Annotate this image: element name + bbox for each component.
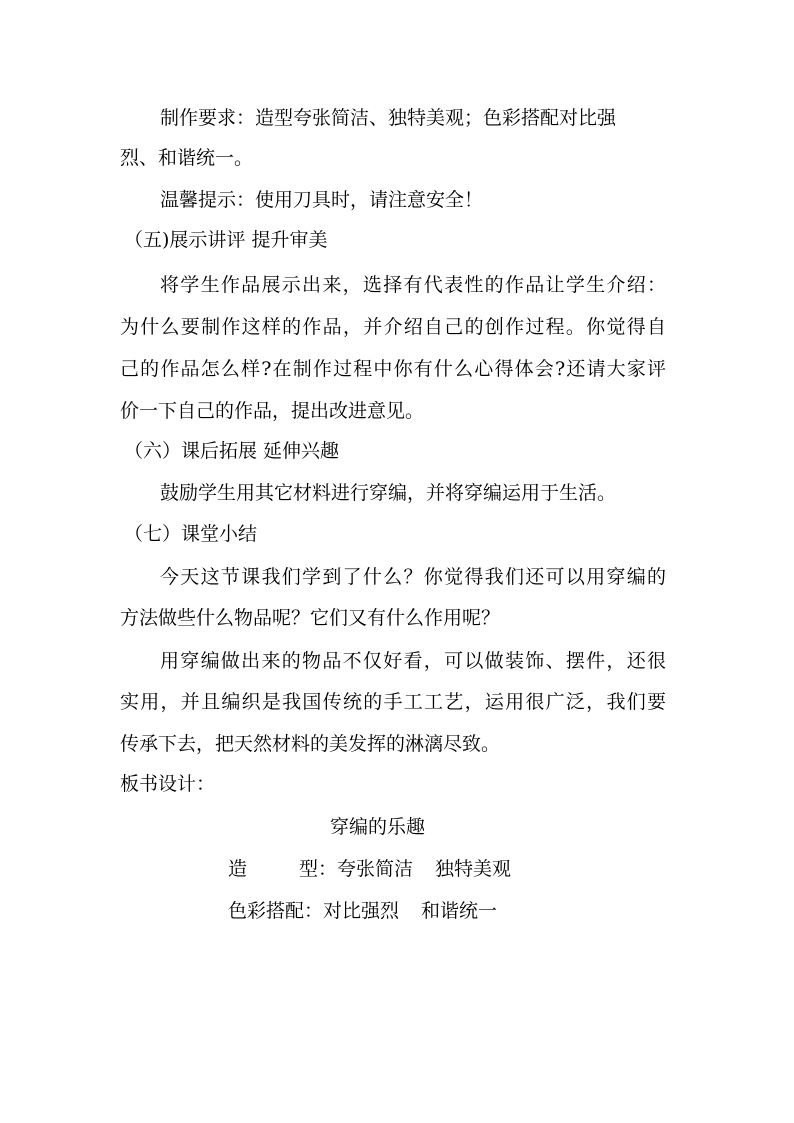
board-design-label: 板书设计：: [120, 773, 216, 795]
requirements-line-2: 烈、和谐统一。: [120, 147, 254, 169]
section-six-paragraph: 鼓励学生用其它材料进行穿编，并将穿编运用于生活。: [160, 482, 617, 504]
section-five-paragraph-line-2: 为什么要制作这样的作品，并介绍自己的创作过程。你觉得自: [120, 316, 666, 338]
section-seven-paragraph-2-line-2: 实用，并且编织是我国传统的手工工艺，运用很广泛，我们要: [120, 691, 666, 713]
section-five-paragraph-line-4: 价一下自己的作品，提出改进意见。: [120, 400, 425, 422]
section-seven-paragraph-2-line-3: 传承下去，把天然材料的美发挥的淋漓尽致。: [120, 733, 501, 755]
board-row-color-label: 色彩搭配：: [228, 900, 324, 922]
board-row-color: [228, 899, 497, 923]
safety-tip: 温馨提示：使用刀具时，请注意安全！: [160, 189, 484, 211]
section-five-paragraph-line-3: 己的作品怎么样?在制作过程中你有什么心得体会?还请大家评: [120, 358, 666, 380]
board-row-shape-value-a: 夸张简洁: [337, 858, 414, 880]
board-title: 穿编的乐趣: [330, 816, 426, 838]
section-five-heading: （五)展示讲评 提升审美: [124, 229, 328, 251]
board-row-shape-label-b: 型：: [299, 858, 338, 880]
section-seven-paragraph-1-line-1: 今天这节课我们学到了什么？你觉得我们还可以用穿编的: [160, 566, 666, 588]
board-row-shape-value-b: 独特美观: [435, 858, 512, 880]
requirements-line-1: 制作要求：造型夸张简洁、独特美观；色彩搭配对比强: [160, 107, 617, 129]
section-five-paragraph-line-1: 将学生作品展示出来，选择有代表性的作品让学生介绍：: [160, 274, 666, 296]
board-row-color-value-a: 对比强烈: [323, 900, 400, 922]
section-seven-heading: （七）课堂小结: [124, 523, 258, 545]
section-seven-paragraph-1-line-2: 方法做些什么物品呢？它们又有什么作用呢？: [120, 607, 501, 629]
board-row-color-value-b: 和谐统一: [421, 900, 498, 922]
section-six-heading: （六）课后拓展 延伸兴趣: [124, 440, 340, 462]
board-row-shape: [228, 857, 511, 881]
board-row-shape-label-a: 造: [228, 858, 248, 880]
section-seven-paragraph-2-line-1: 用穿编做出来的物品不仅好看，可以做装饰、摆件，还很: [160, 650, 666, 672]
